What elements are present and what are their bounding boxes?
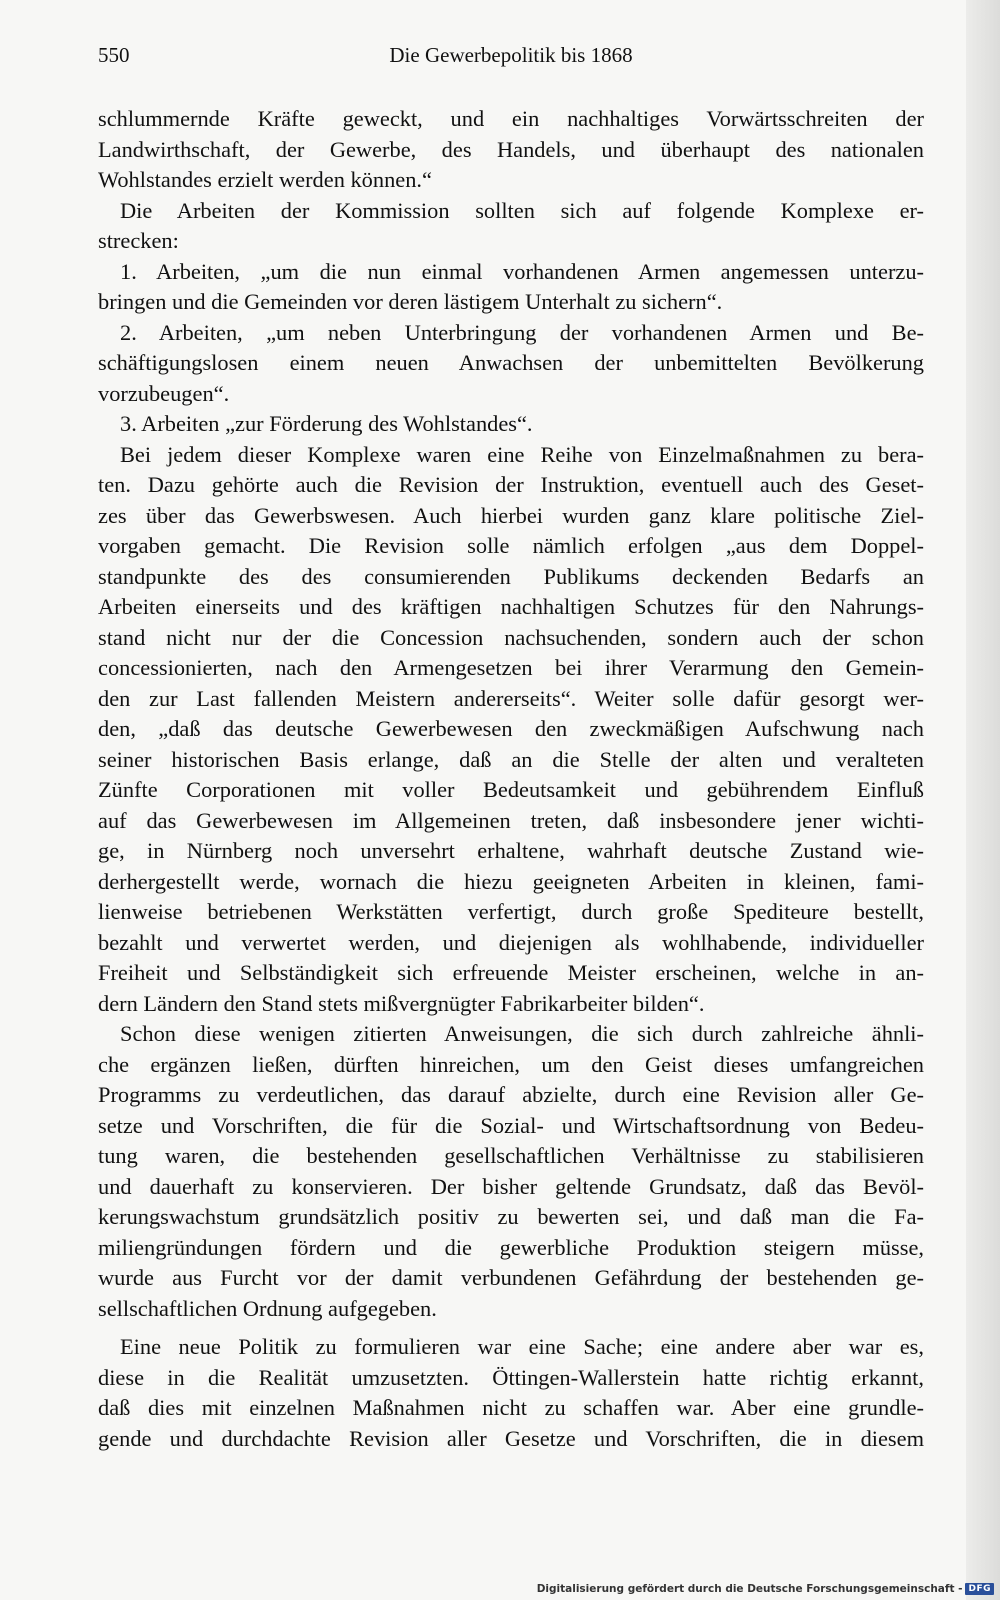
text-line: ten. Dazu gehörte auch die Revision der Instruktion, eventuell auch des Geset- [98,472,924,497]
text-line: auf das Gewerbewesen im Allgemeinen treten, daß insbesondere jener wichti- [98,807,924,833]
text-line: ge, in Nürnberg noch unversehrt erhaltene, wahrhaft deutsche Zustand wie- [98,838,924,863]
text-line: zes über das Gewerbswesen. Auch hierbei wurden ganz klare politische Ziel- [98,502,924,528]
text-line: Zünfte Corporationen mit voller Bedeutsamkeit und gebührendem Einfluß [98,777,924,802]
text-line: daß dies mit einzelnen Maßnahmen nicht zu schaffen war. Aber eine grundle- [98,1395,924,1420]
text-line: Schon diese wenigen zitierten Anweisungen, die sich durch zahlreiche ähnli- [120,1021,924,1046]
text-line: und dauerhaft zu konservieren. Der bisher geltende Grundsatz, daß das Bevöl- [98,1173,924,1199]
page-number: 550 [98,43,130,67]
text-line: concessionierten, nach den Armengesetzen bei ihrer Verarmung den Gemein- [98,655,924,680]
digitization-credit [537,1581,994,1597]
dfg-logo: DFG [965,1583,994,1595]
text-line: Landwirthschaft, der Gewerbe, des Handels, und überhaupt des nationalen [98,136,924,162]
text-line: schäftigungslosen einem neuen Anwachsen der unbemittelten Bevölkerung [98,350,924,375]
text-line: schlummernde Kräfte geweckt, und ein nachhaltiges Vorwärtsschreiten der [98,106,924,131]
text-line: standpunkte des des consumierenden Publikums deckenden Bedarfs an [98,563,924,589]
page-edge-shadow [966,0,1000,1600]
text-line: seiner historischen Basis erlange, daß an die Stelle der alten und veralteten [98,746,924,772]
text-line: vorzubeugen“. [98,380,230,406]
text-line: wurde aus Furcht vor der damit verbundenen Gefährdung der bestehenden ge- [98,1265,924,1290]
text-line: bezahlt und verwertet werden, und diejenigen als wohlhabende, individueller [98,929,924,955]
credit-text: Digitalisierung gefördert durch die Deutsche Forschungsgemeinschaft - [536,1583,963,1595]
text-line: miliengründungen fördern und die gewerbliche Produktion steigern müsse, [98,1234,924,1260]
text-line: vorgaben gemacht. Die Revision solle nämlich erfolgen „aus dem Doppel- [98,533,924,558]
text-line: den, „daß das deutsche Gewerbewesen den zweckmäßigen Aufschwung nach [98,716,924,741]
text-line: 1. Arbeiten, „um die nun einmal vorhandenen Armen angemessen unterzu- [120,258,924,284]
text-line: Eine neue Politik zu formulieren war eine Sache; eine andere aber war es, [120,1334,924,1359]
text-line: che ergänzen ließen, dürften hinreichen, um den Geist dieses umfangreichen [98,1051,924,1077]
text-line: 2. Arbeiten, „um neben Unterbringung der vorhandenen Armen und Be- [120,319,924,345]
text-line: Bei jedem dieser Komplexe waren eine Reihe von Einzelmaßnahmen zu bera- [120,441,924,467]
text-line: tung waren, die bestehenden gesellschaftlichen Verhältnisse zu stabilisieren [98,1143,924,1168]
text-line: sellschaftlichen Ordnung aufgegeben. [98,1295,437,1321]
text-line: Die Arbeiten der Kommission sollten sich auf folgende Komplexe er- [120,197,924,223]
text-line: kerungswachstum grundsätzlich positiv zu bewerten sei, und daß man die Fa- [98,1204,924,1229]
text-line: den zur Last fallenden Meistern andererseits“. Weiter solle dafür gesorgt wer- [98,685,924,711]
text-line: Freiheit und Selbständigkeit sich erfreuende Meister erscheinen, welche in an- [98,960,924,985]
text-line: gende und durchdachte Revision aller Gesetze und Vorschriften, die in diesem [98,1425,924,1451]
text-line: strecken: [98,228,179,253]
text-line: diese in die Realität umzusetzten. Öttingen-Wallerstein hatte richtig erkannt, [98,1364,924,1390]
text-line: Wohlstandes erzielt werden können.“ [98,167,432,192]
text-line: stand nicht nur der die Concession nachsuchenden, sondern auch der schon [98,624,924,650]
text-line: lienweise betriebenen Werkstätten verfertigt, durch große Spediteure bestellt, [98,899,924,924]
page-header [98,43,924,75]
body-text [98,104,924,1454]
running-head: Die Gewerbepolitik bis 1868 [389,43,633,67]
text-line: setze und Vorschriften, die für die Sozial- und Wirtschaftsordnung von Bedeu- [98,1112,924,1138]
text-line: dern Ländern den Stand stets mißvergnügter Fabrikarbeiter bilden“. [98,990,705,1016]
text-line: Programms zu verdeutlichen, das darauf abzielte, durch eine Revision aller Ge- [98,1082,924,1107]
text-line: derhergestellt werde, wornach die hiezu geeigneten Arbeiten in kleinen, fami- [98,868,924,894]
text-line: bringen und die Gemeinden vor deren lästigem Unterhalt zu sichern“. [98,289,723,314]
text-line: Arbeiten einerseits und des kräftigen nachhaltigen Schutzes für den Nahrungs- [98,594,924,619]
text-line: 3. Arbeiten „zur Förderung des Wohlstandes“. [120,411,533,436]
